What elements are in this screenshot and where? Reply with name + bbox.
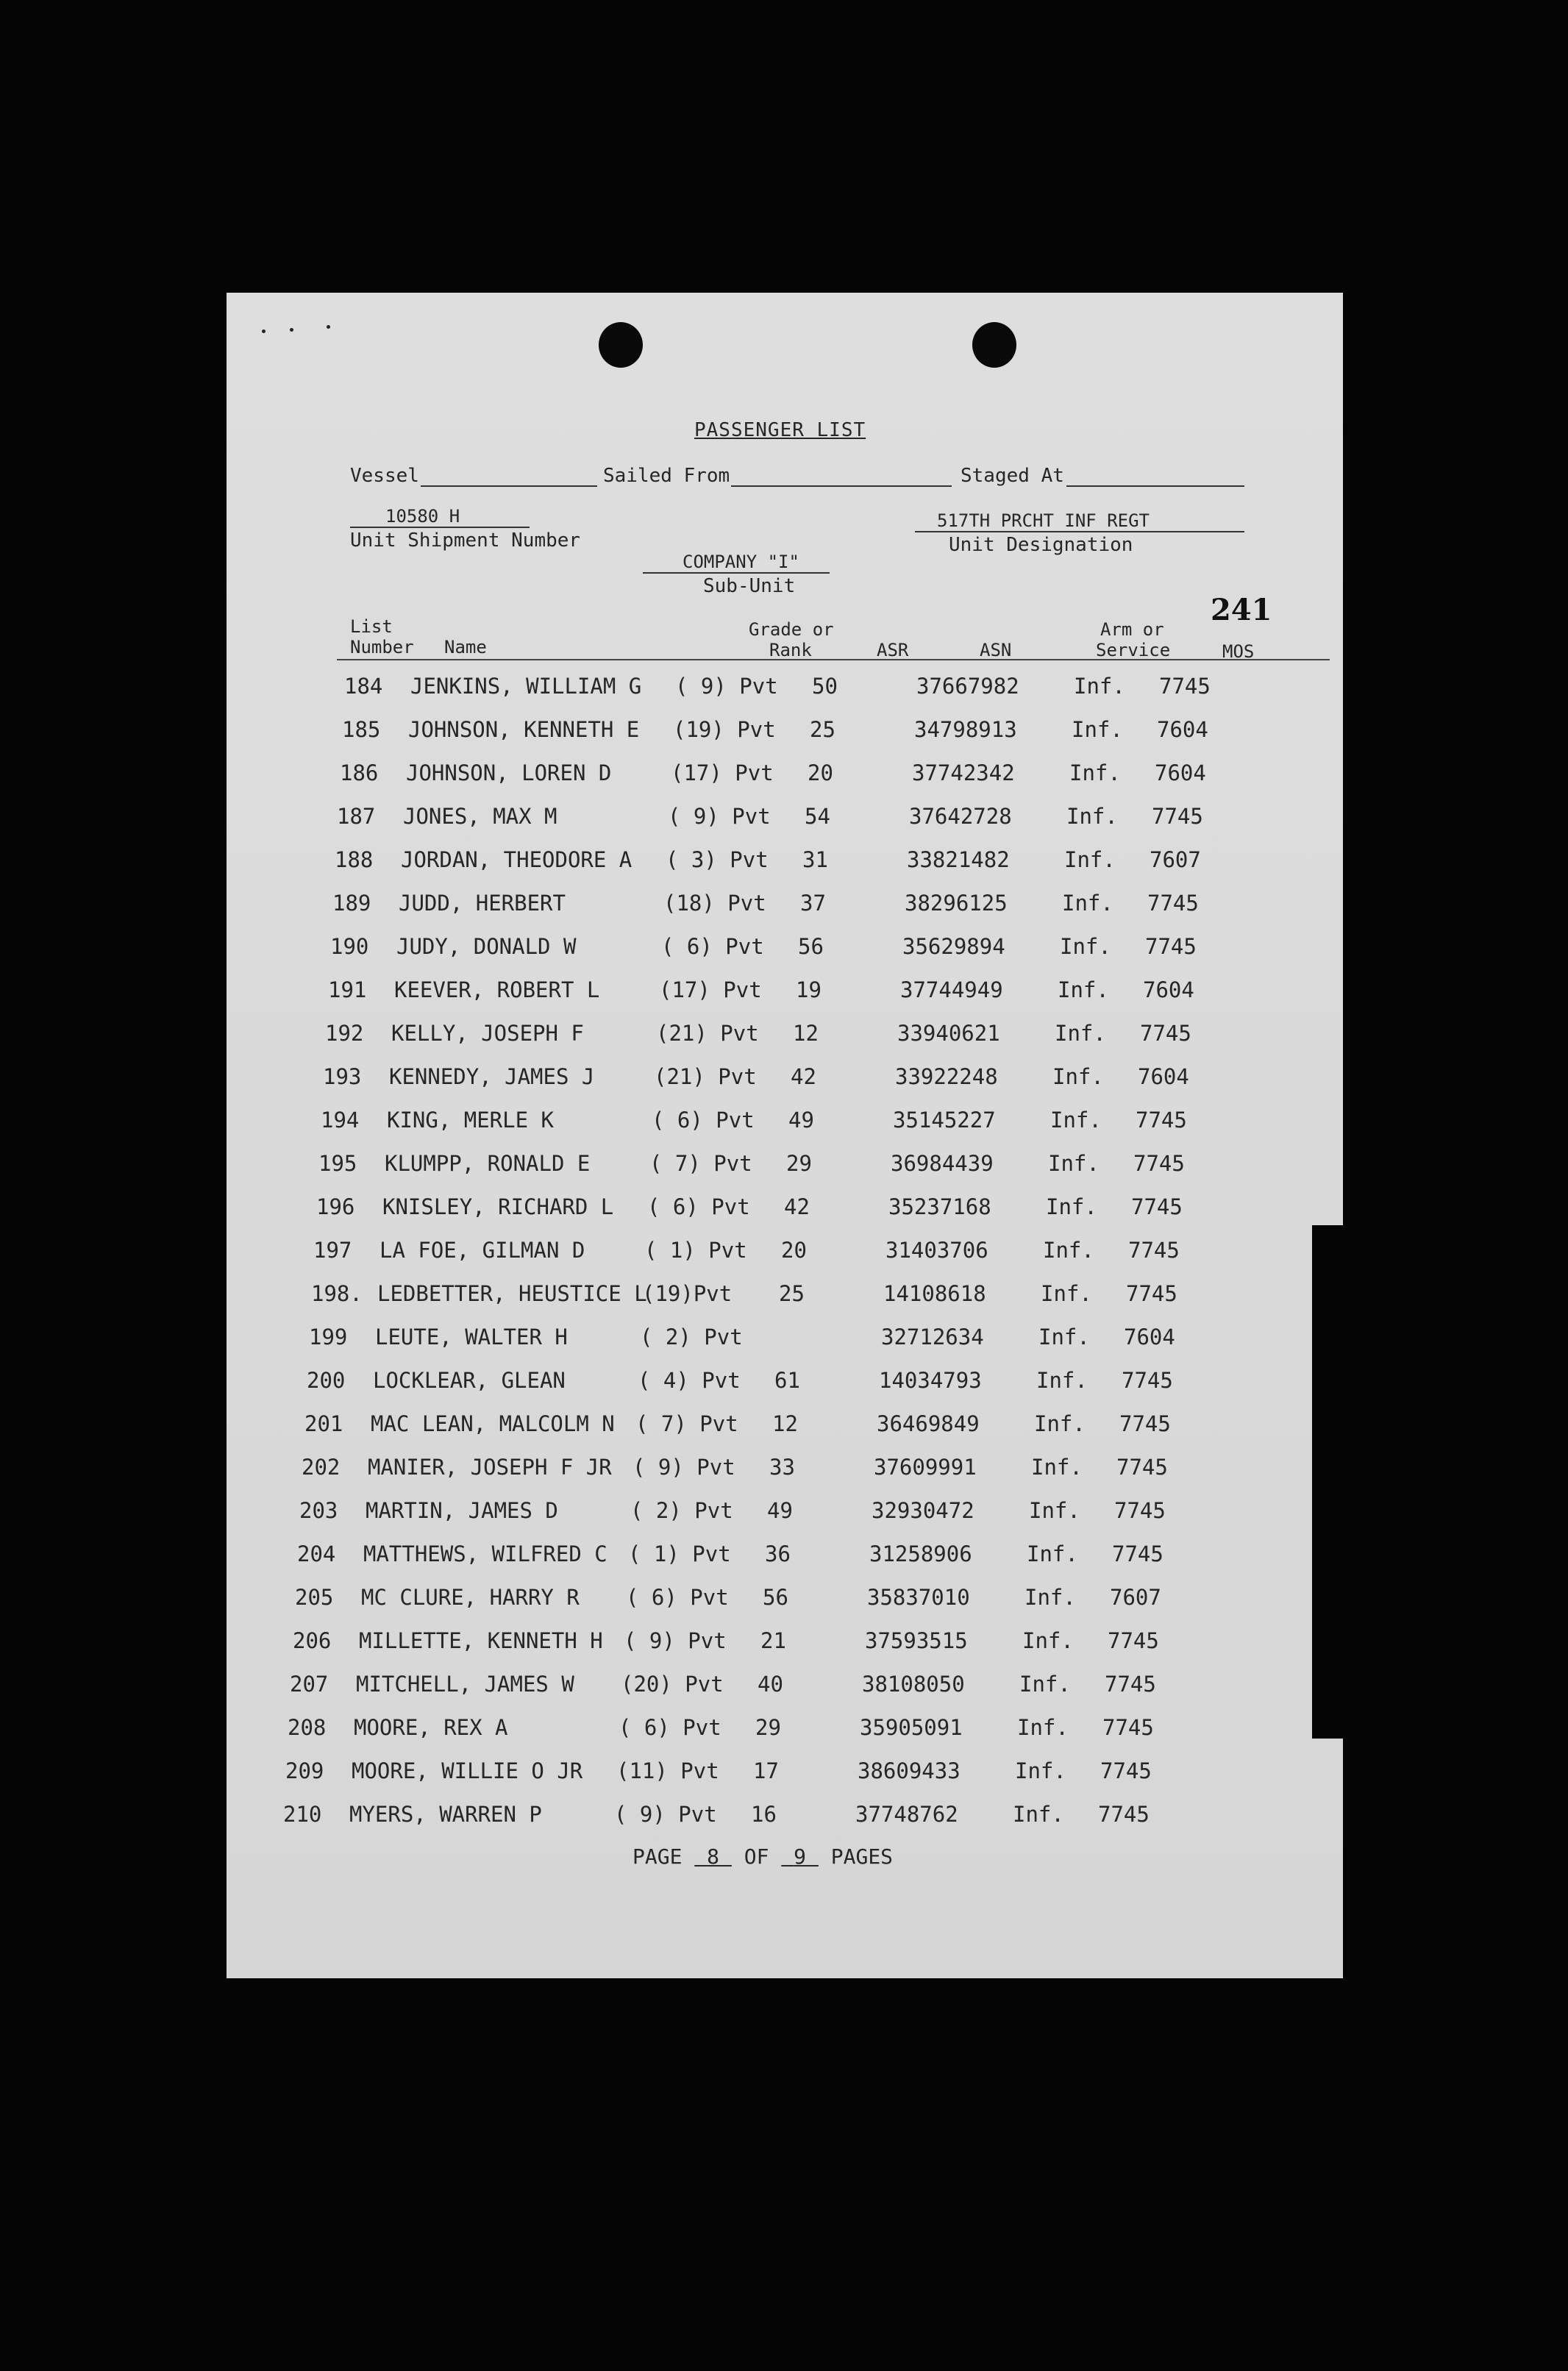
cell-name: MATTHEWS, WILFRED C: [363, 1541, 607, 1566]
stamped-page-number: 241: [1211, 593, 1272, 627]
column-header-mos: MOS: [1222, 641, 1255, 662]
cell-mos: 7745: [1128, 1238, 1180, 1263]
table-row: [210, 977, 1327, 1020]
cell-asn: 37593515: [865, 1628, 968, 1653]
list-header-top: List: [350, 616, 393, 637]
table-row: [205, 1064, 1322, 1107]
table-row: [219, 804, 1336, 846]
cell-asr: 25: [810, 717, 835, 742]
cell-grade: (18) Pvt: [663, 891, 766, 916]
cell-mos: 7607: [1150, 847, 1201, 872]
cell-grade: (11) Pvt: [616, 1758, 719, 1783]
cell-num: 205: [295, 1585, 334, 1610]
cell-asn: 37642728: [909, 804, 1012, 829]
cell-asn: 14034793: [879, 1368, 982, 1393]
cell-grade: ( 2) Pvt: [630, 1498, 733, 1523]
punch-hole-left: [599, 322, 643, 368]
cell-mos: 7745: [1114, 1498, 1166, 1523]
column-header-name: Name: [444, 637, 487, 657]
document-title: PASSENGER LIST: [694, 419, 866, 441]
cell-arm: Inf.: [1048, 1151, 1100, 1176]
column-header-grade: [749, 619, 834, 660]
cell-grade: ( 7) Pvt: [635, 1411, 738, 1436]
cell-grade: ( 6) Pvt: [647, 1194, 750, 1219]
cell-arm: Inf.: [1046, 1194, 1097, 1219]
cell-asn: 35837010: [867, 1585, 970, 1610]
cell-asn: 36984439: [891, 1151, 994, 1176]
cell-mos: 7745: [1108, 1628, 1159, 1653]
cell-mos: 7745: [1126, 1281, 1177, 1306]
cell-name: JONES, MAX M: [403, 804, 557, 829]
sub-unit-line: [643, 572, 830, 574]
cell-num: 184: [344, 674, 383, 699]
cell-asn: 31258906: [869, 1541, 972, 1566]
cell-name: MILLETTE, KENNETH H: [359, 1628, 603, 1653]
cell-grade: (19)Pvt: [642, 1281, 733, 1306]
unit-shipment-line: [350, 527, 530, 528]
cell-grade: ( 4) Pvt: [638, 1368, 741, 1393]
cell-arm: Inf.: [1072, 717, 1123, 742]
cell-grade: ( 7) Pvt: [649, 1151, 752, 1176]
staged-at-blank: [1066, 485, 1244, 487]
cell-grade: ( 6) Pvt: [626, 1585, 729, 1610]
table-row: [172, 1672, 1289, 1714]
cell-mos: 7745: [1122, 1368, 1173, 1393]
cell-num: 201: [304, 1411, 343, 1436]
cell-asr: 16: [751, 1802, 777, 1827]
table-row: [184, 1455, 1300, 1497]
cell-asr: 49: [767, 1498, 793, 1523]
footer-of-label: OF: [744, 1844, 769, 1869]
footer-page-label: PAGE: [632, 1844, 683, 1869]
table-row: [224, 717, 1341, 760]
cell-asr: 12: [772, 1411, 798, 1436]
cell-arm: Inf.: [1027, 1541, 1078, 1566]
unit-shipment-number: 10580 H: [385, 506, 460, 527]
column-header-asr: ASR: [877, 640, 909, 660]
table-row: [199, 1194, 1315, 1237]
cell-arm: Inf.: [1024, 1585, 1076, 1610]
footer-page-number: 8: [707, 1844, 720, 1869]
cell-grade: (20) Pvt: [621, 1672, 724, 1697]
cell-grade: (21) Pvt: [656, 1021, 759, 1046]
cell-num: 188: [335, 847, 374, 872]
cell-asr: 19: [796, 977, 822, 1002]
cell-num: 197: [313, 1238, 352, 1263]
cell-asr: 56: [763, 1585, 788, 1610]
cell-num: 203: [299, 1498, 338, 1523]
table-row: [207, 1021, 1324, 1063]
cell-arm: Inf.: [1043, 1238, 1094, 1263]
cell-asn: 33922248: [895, 1064, 998, 1089]
vessel-label: Vessel: [350, 465, 419, 487]
cell-mos: 7745: [1136, 1108, 1187, 1133]
cell-grade: ( 9) Pvt: [675, 674, 778, 699]
cell-name: JORDAN, THEODORE A: [401, 847, 632, 872]
cell-arm: Inf.: [1019, 1672, 1071, 1697]
cell-num: 193: [323, 1064, 362, 1089]
cell-asn: 35237168: [888, 1194, 991, 1219]
cell-name: KENNEDY, JAMES J: [389, 1064, 595, 1089]
cell-asr: 20: [808, 760, 833, 785]
torn-edge: [1312, 1225, 1343, 1739]
cell-grade: ( 6) Pvt: [619, 1715, 721, 1740]
cell-mos: 7607: [1110, 1585, 1161, 1610]
cell-num: 210: [283, 1802, 322, 1827]
column-header-asn: ASN: [980, 640, 1012, 660]
cell-grade: ( 3) Pvt: [666, 847, 769, 872]
cell-asr: 33: [769, 1455, 795, 1480]
cell-asr: 40: [758, 1672, 783, 1697]
cell-arm: Inf.: [1064, 847, 1116, 872]
arm-header-top: Arm or: [1100, 619, 1164, 640]
cell-num: 186: [340, 760, 379, 785]
cell-mos: 7745: [1098, 1802, 1150, 1827]
table-row: [177, 1585, 1294, 1627]
cell-grade: ( 1) Pvt: [644, 1238, 747, 1263]
cell-mos: 7745: [1102, 1715, 1154, 1740]
cell-mos: 7745: [1131, 1194, 1183, 1219]
sailed-from-label: Sailed From: [603, 465, 730, 487]
cell-arm: Inf.: [1074, 674, 1125, 699]
cell-asn: 35629894: [902, 934, 1005, 959]
cell-asn: 37667982: [916, 674, 1019, 699]
cell-num: 192: [325, 1021, 364, 1046]
cell-mos: 7745: [1152, 804, 1203, 829]
cell-grade: ( 9) Pvt: [632, 1455, 735, 1480]
cell-name: MYERS, WARREN P: [349, 1802, 542, 1827]
cell-asn: 14108618: [883, 1281, 986, 1306]
cell-asr: 12: [793, 1021, 819, 1046]
table-row: [203, 1108, 1319, 1150]
cell-arm: Inf.: [1038, 1324, 1090, 1349]
cell-grade: (19) Pvt: [673, 717, 776, 742]
cell-arm: Inf.: [1036, 1368, 1088, 1393]
cell-name: MANIER, JOSEPH F JR: [368, 1455, 612, 1480]
cell-name: KELLY, JOSEPH F: [391, 1021, 584, 1046]
cell-arm: Inf.: [1029, 1498, 1080, 1523]
cell-num: 189: [332, 891, 371, 916]
column-header-list-number: [350, 616, 414, 657]
cell-name: MAC LEAN, MALCOLM N: [371, 1411, 615, 1436]
footer-pages-label: PAGES: [830, 1844, 894, 1869]
cell-asr: 56: [798, 934, 824, 959]
cell-asr: 31: [802, 847, 828, 872]
cell-grade: ( 6) Pvt: [652, 1108, 755, 1133]
cell-asn: 35145227: [893, 1108, 996, 1133]
footer-total-pages: 9: [794, 1844, 807, 1869]
cell-num: 187: [337, 804, 376, 829]
cell-asn: 38296125: [905, 891, 1008, 916]
cell-arm: Inf.: [1041, 1281, 1092, 1306]
cell-mos: 7604: [1157, 717, 1208, 742]
cell-grade: ( 9) Pvt: [614, 1802, 717, 1827]
cell-asn: 32712634: [881, 1324, 984, 1349]
cell-mos: 7604: [1155, 760, 1206, 785]
cell-asr: 36: [765, 1541, 791, 1566]
cell-asr: 50: [812, 674, 838, 699]
cell-name: JOHNSON, KENNETH E: [408, 717, 640, 742]
grade-header-bottom: Rank: [769, 640, 812, 660]
cell-asr: 54: [805, 804, 830, 829]
cell-asn: 37744949: [900, 977, 1003, 1002]
cell-arm: Inf.: [1017, 1715, 1069, 1740]
cell-asn: 32930472: [872, 1498, 974, 1523]
cell-asn: 33940621: [897, 1021, 1000, 1046]
unit-shipment-label: Unit Shipment Number: [350, 530, 581, 552]
cell-mos: 7604: [1138, 1064, 1189, 1089]
cell-num: 204: [297, 1541, 336, 1566]
cell-arm: Inf.: [1052, 1064, 1104, 1089]
cell-asn: 35905091: [860, 1715, 963, 1740]
cell-num: 206: [293, 1628, 332, 1653]
cell-num: 190: [330, 934, 369, 959]
passenger-list-page: [227, 293, 1343, 1978]
cell-name: LEUTE, WALTER H: [375, 1324, 568, 1349]
table-row: [170, 1715, 1286, 1758]
cell-grade: (21) Pvt: [654, 1064, 757, 1089]
page-footer: [632, 1844, 893, 1869]
table-row: [179, 1541, 1296, 1584]
cell-name: JENKINS, WILLIAM G: [410, 674, 642, 699]
cell-name: JOHNSON, LOREN D: [406, 760, 612, 785]
cell-num: 196: [316, 1194, 355, 1219]
cell-asn: 36469849: [877, 1411, 980, 1436]
cell-mos: 7745: [1119, 1411, 1171, 1436]
cell-grade: ( 9) Pvt: [624, 1628, 727, 1653]
cell-num: 185: [342, 717, 381, 742]
table-row: [222, 760, 1339, 803]
cell-name: KEEVER, ROBERT L: [394, 977, 600, 1002]
cell-asn: 37748762: [855, 1802, 958, 1827]
table-row: [215, 891, 1331, 933]
cell-num: 207: [290, 1672, 329, 1697]
cell-num: 191: [328, 977, 367, 1002]
cell-asn: 37609991: [874, 1455, 977, 1480]
sub-unit-label: Sub-Unit: [703, 575, 796, 597]
cell-arm: Inf.: [1066, 804, 1118, 829]
unit-designation-line: [915, 531, 1244, 532]
cell-mos: 7745: [1145, 934, 1197, 959]
cell-asr: 49: [788, 1108, 814, 1133]
cell-num: 200: [307, 1368, 346, 1393]
table-row: [168, 1758, 1284, 1801]
cell-asn: 37742342: [912, 760, 1015, 785]
cell-name: LEDBETTER, HEUSTICE L: [377, 1281, 647, 1306]
cell-arm: Inf.: [1022, 1628, 1074, 1653]
cell-asr: 21: [760, 1628, 786, 1653]
table-row: [213, 934, 1329, 977]
cell-arm: Inf.: [1055, 1021, 1106, 1046]
punch-hole-right: [972, 322, 1016, 368]
unit-designation-label: Unit Designation: [949, 534, 1133, 556]
table-row: [193, 1281, 1310, 1324]
cell-grade: ( 1) Pvt: [628, 1541, 731, 1566]
arm-header-bottom: Service: [1096, 640, 1171, 660]
cell-asr: 42: [784, 1194, 810, 1219]
cell-asn: 33821482: [907, 847, 1010, 872]
table-row: [189, 1368, 1305, 1411]
cell-asr: 37: [800, 891, 826, 916]
cell-mos: 7745: [1140, 1021, 1191, 1046]
table-row: [191, 1324, 1308, 1367]
cell-num: 194: [321, 1108, 360, 1133]
grade-header-top: Grade or: [749, 619, 834, 640]
cell-asr: 29: [786, 1151, 812, 1176]
cell-asr: 29: [755, 1715, 781, 1740]
cell-name: MOORE, REX A: [354, 1715, 508, 1740]
header-rule: [337, 659, 1330, 660]
cell-arm: Inf.: [1050, 1108, 1102, 1133]
cell-mos: 7745: [1133, 1151, 1185, 1176]
speck: [327, 325, 330, 329]
cell-name: KNISLEY, RICHARD L: [382, 1194, 614, 1219]
cell-name: JUDD, HERBERT: [399, 891, 566, 916]
table-row: [175, 1628, 1291, 1671]
cell-grade: ( 9) Pvt: [668, 804, 771, 829]
cell-name: MOORE, WILLIE O JR: [352, 1758, 583, 1783]
cell-name: LOCKLEAR, GLEAN: [373, 1368, 566, 1393]
vessel-blank: [421, 485, 597, 487]
cell-arm: Inf.: [1062, 891, 1113, 916]
cell-num: 208: [288, 1715, 327, 1740]
unit-designation: 517TH PRCHT INF REGT: [937, 510, 1150, 531]
cell-arm: Inf.: [1013, 1802, 1064, 1827]
speck: [290, 328, 293, 332]
cell-arm: Inf.: [1058, 977, 1109, 1002]
cell-grade: (17) Pvt: [671, 760, 774, 785]
cell-asr: 42: [791, 1064, 816, 1089]
cell-num: 202: [302, 1455, 341, 1480]
cell-name: KING, MERLE K: [387, 1108, 554, 1133]
cell-asr: 20: [781, 1238, 807, 1263]
cell-name: KLUMPP, RONALD E: [385, 1151, 591, 1176]
cell-mos: 7745: [1116, 1455, 1168, 1480]
cell-grade: ( 2) Pvt: [640, 1324, 743, 1349]
cell-num: 198.: [311, 1281, 363, 1306]
cell-asr: 61: [774, 1368, 800, 1393]
table-row: [187, 1411, 1303, 1454]
cell-asn: 34798913: [914, 717, 1017, 742]
cell-asr: 25: [779, 1281, 805, 1306]
cell-arm: Inf.: [1060, 934, 1111, 959]
column-header-arm: [1096, 619, 1170, 660]
table-row: [196, 1238, 1312, 1280]
cell-arm: Inf.: [1015, 1758, 1066, 1783]
cell-arm: Inf.: [1069, 760, 1121, 785]
cell-num: 199: [309, 1324, 348, 1349]
cell-name: MC CLURE, HARRY R: [361, 1585, 580, 1610]
cell-num: 209: [285, 1758, 324, 1783]
cell-name: MARTIN, JAMES D: [366, 1498, 558, 1523]
table-row: [217, 847, 1333, 890]
cell-asn: 31403706: [885, 1238, 988, 1263]
cell-asn: 38108050: [862, 1672, 965, 1697]
table-row: [165, 1802, 1282, 1844]
cell-asr: 17: [753, 1758, 779, 1783]
cell-arm: Inf.: [1034, 1411, 1086, 1436]
cell-name: LA FOE, GILMAN D: [379, 1238, 585, 1263]
cell-mos: 7745: [1105, 1672, 1156, 1697]
cell-grade: ( 6) Pvt: [661, 934, 764, 959]
staged-at-label: Staged At: [961, 465, 1064, 487]
list-header-bottom: Number: [350, 637, 414, 657]
cell-asn: 38609433: [858, 1758, 961, 1783]
cell-mos: 7745: [1159, 674, 1211, 699]
cell-mos: 7604: [1124, 1324, 1175, 1349]
cell-name: MITCHELL, JAMES W: [356, 1672, 574, 1697]
table-row: [182, 1498, 1298, 1541]
cell-mos: 7745: [1112, 1541, 1163, 1566]
cell-mos: 7745: [1147, 891, 1199, 916]
cell-arm: Inf.: [1031, 1455, 1083, 1480]
cell-mos: 7745: [1100, 1758, 1152, 1783]
sub-unit: COMPANY "I": [683, 552, 799, 572]
speck: [262, 329, 266, 333]
table-row: [201, 1151, 1317, 1194]
cell-name: JUDY, DONALD W: [396, 934, 577, 959]
sailed-from-blank: [731, 485, 952, 487]
cell-num: 195: [318, 1151, 357, 1176]
cell-grade: (17) Pvt: [659, 977, 762, 1002]
cell-mos: 7604: [1143, 977, 1194, 1002]
table-row: [227, 674, 1343, 716]
